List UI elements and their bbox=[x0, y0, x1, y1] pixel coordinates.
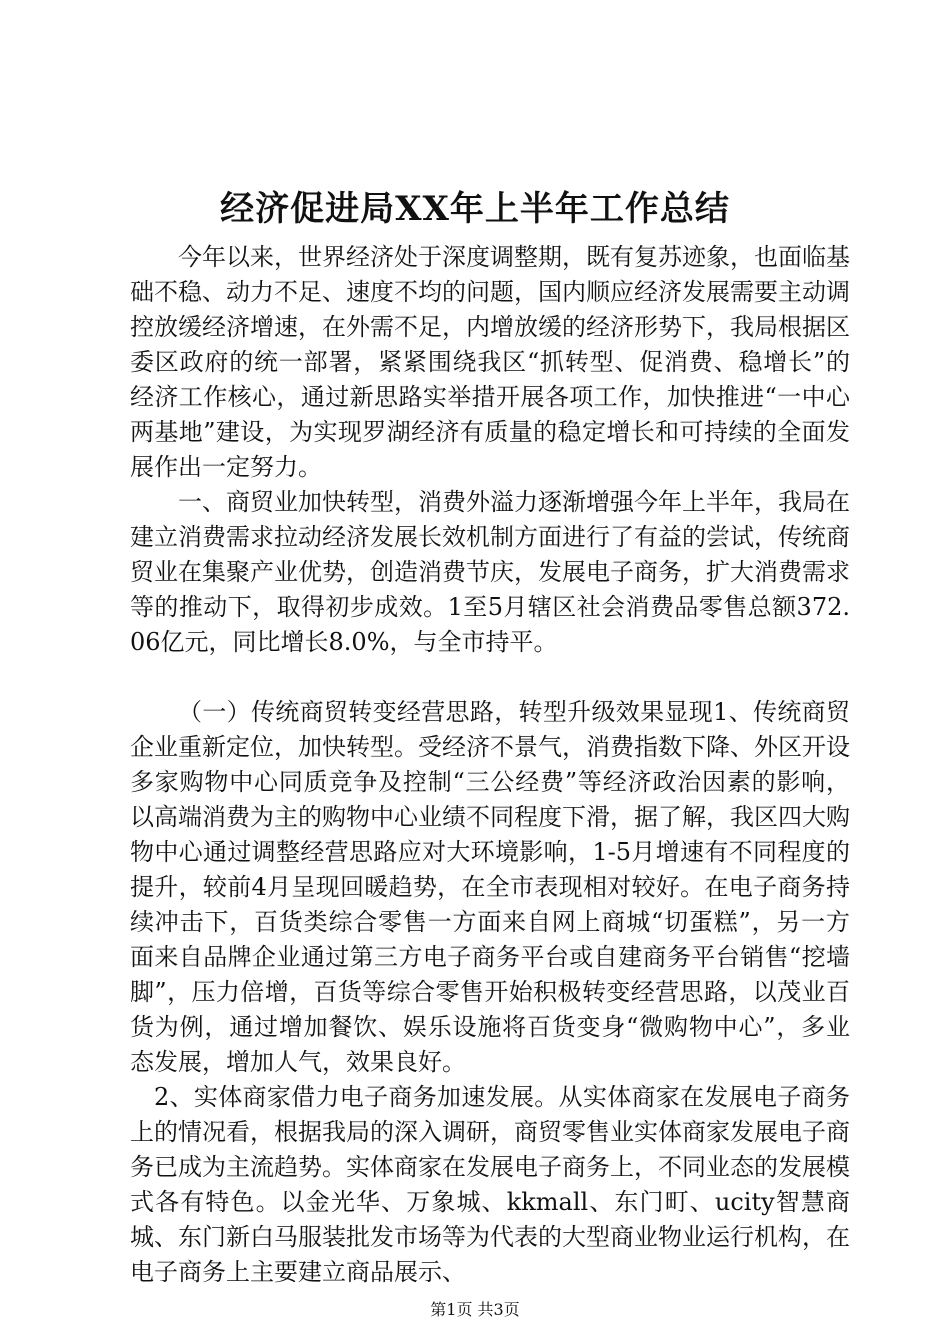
paragraph-item-two: 2、实体商家借力电子商务加速发展。从实体商家在发展电子商务上的情况看，根据我局的深入调研，商贸零售业实体商家发展电子商务已成为主流趋势。实体商家在发展电子商务上，不同业态的发展模式各有特色。以金光华、万象城、kkmall、东门町、ucity智慧商城、东门新白马服装批发市场等为代表的大型商业物业运行机构，在电子商务上主要建立商品展示、 bbox=[130, 1083, 850, 1286]
page-number-footer: 第1页 共3页 bbox=[430, 1300, 520, 1319]
paragraph-subsection-one: （一）传统商贸转变经营思路，转型升级效果显现1、传统商贸企业重新定位，加快转型。受经济不景气，消费指数下降、外区开设多家购物中心同质竞争及控制“三公经费”等经济政治因素的影响，以高端消费为主的购物中心业绩不同程度下滑，据了解，我区四大购物中心通过调整经营思路应对大环境影响，1-5月增速有不同程度的提升，较前4月呈现回暖趋势，在全市表现相对较好。在电子商务持续冲击下，百货类综合零售一方面来自网上商城“切蛋糕”，另一方面来自品牌企业通过第三方电子商务平台或自建商务平台销售“挖墙脚”，压力倍增，百货等综合零售开始积极转变经营思路，以茂业百货为例，通过增加餐饮、娱乐设施将百货变身“微购物中心”，多业态发展，增加人气，效果良好。 bbox=[130, 698, 850, 1076]
document-title: 经济促进局XX年上半年工作总结 bbox=[220, 189, 730, 229]
document-body bbox=[130, 240, 850, 1290]
paragraph-intro: 今年以来，世界经济处于深度调整期，既有复苏迹象，也面临基础不稳、动力不足、速度不均的问题，国内顺应经济发展需要主动调控放缓经济增速，在外需不足，内增放缓的经济形势下，我局根据区委区政府的统一部署，紧紧围绕我区“抓转型、促消费、稳增长”的经济工作核心，通过新思路实举措开展各项工作，加快推进“一中心两基地”建设，为实现罗湖经济有质量的稳定增长和可持续的全面发展作出一定努力。 bbox=[130, 243, 850, 481]
paragraph-section-one: 一、商贸业加快转型，消费外溢力逐渐增强今年上半年，我局在建立消费需求拉动经济发展长效机制方面进行了有益的尝试，传统商贸业在集聚产业优势，创造消费节庆，发展电子商务，扩大消费需求等的推动下，取得初步成效。1至5月辖区社会消费品零售总额372.06亿元，同比增长8.0%，与全市持平。 bbox=[130, 488, 850, 656]
